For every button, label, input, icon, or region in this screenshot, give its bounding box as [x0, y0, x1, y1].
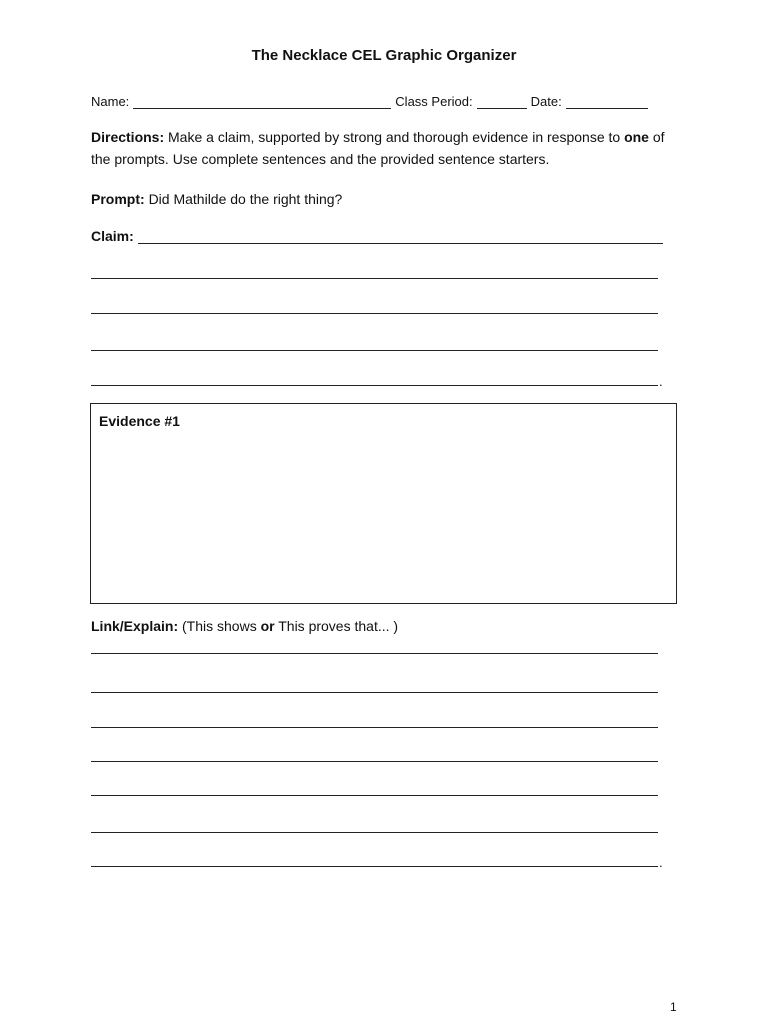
date-label: Date:	[530, 94, 562, 109]
class-period-label: Class Period:	[395, 94, 473, 109]
claim-answer-line[interactable]	[91, 278, 658, 279]
directions-emphasis: one	[624, 129, 649, 145]
link-explain-label: Link/Explain:	[91, 618, 179, 634]
link-explain	[91, 618, 398, 634]
line-end-mark: .	[659, 374, 663, 389]
evidence-label: Evidence #1	[99, 413, 180, 429]
link-answer-line[interactable]	[91, 653, 658, 654]
claim-answer-line[interactable]	[91, 385, 658, 386]
evidence-box[interactable]	[90, 403, 677, 604]
class-period-field[interactable]	[477, 96, 527, 109]
link-explain-emphasis: or	[260, 618, 275, 634]
directions	[91, 126, 671, 170]
link-answer-line[interactable]	[91, 761, 658, 762]
claim-answer-line[interactable]	[91, 313, 658, 314]
name-label: Name:	[91, 94, 130, 109]
claim-label: Claim:	[91, 228, 134, 244]
directions-label: Directions:	[91, 129, 165, 145]
link-answer-line[interactable]	[91, 692, 658, 693]
date-field[interactable]	[566, 96, 648, 109]
prompt-text: Did Mathilde do the right thing?	[148, 191, 343, 207]
link-answer-line[interactable]	[91, 795, 658, 796]
link-explain-text-2: This proves that... )	[278, 618, 399, 634]
claim-answer-line[interactable]	[91, 350, 658, 351]
page-title: The Necklace CEL Graphic Organizer	[251, 47, 517, 64]
claim-answer-line[interactable]	[138, 229, 663, 244]
prompt-label: Prompt:	[91, 191, 145, 207]
link-answer-line[interactable]	[91, 866, 658, 867]
student-info-row	[91, 94, 671, 109]
directions-text-2: of the prompts. Use complete sentences and the provided sentence starters.	[91, 129, 665, 167]
link-answer-line[interactable]	[91, 727, 658, 728]
claim-row	[91, 228, 663, 244]
directions-text-1: Make a claim, supported by strong and thorough evidence in response to	[168, 129, 621, 145]
line-end-mark: .	[659, 855, 663, 870]
link-answer-line[interactable]	[91, 832, 658, 833]
prompt	[91, 191, 342, 207]
page-number: 1	[670, 1000, 677, 1014]
name-field[interactable]	[133, 96, 391, 109]
link-explain-text-1: (This shows	[182, 618, 257, 634]
